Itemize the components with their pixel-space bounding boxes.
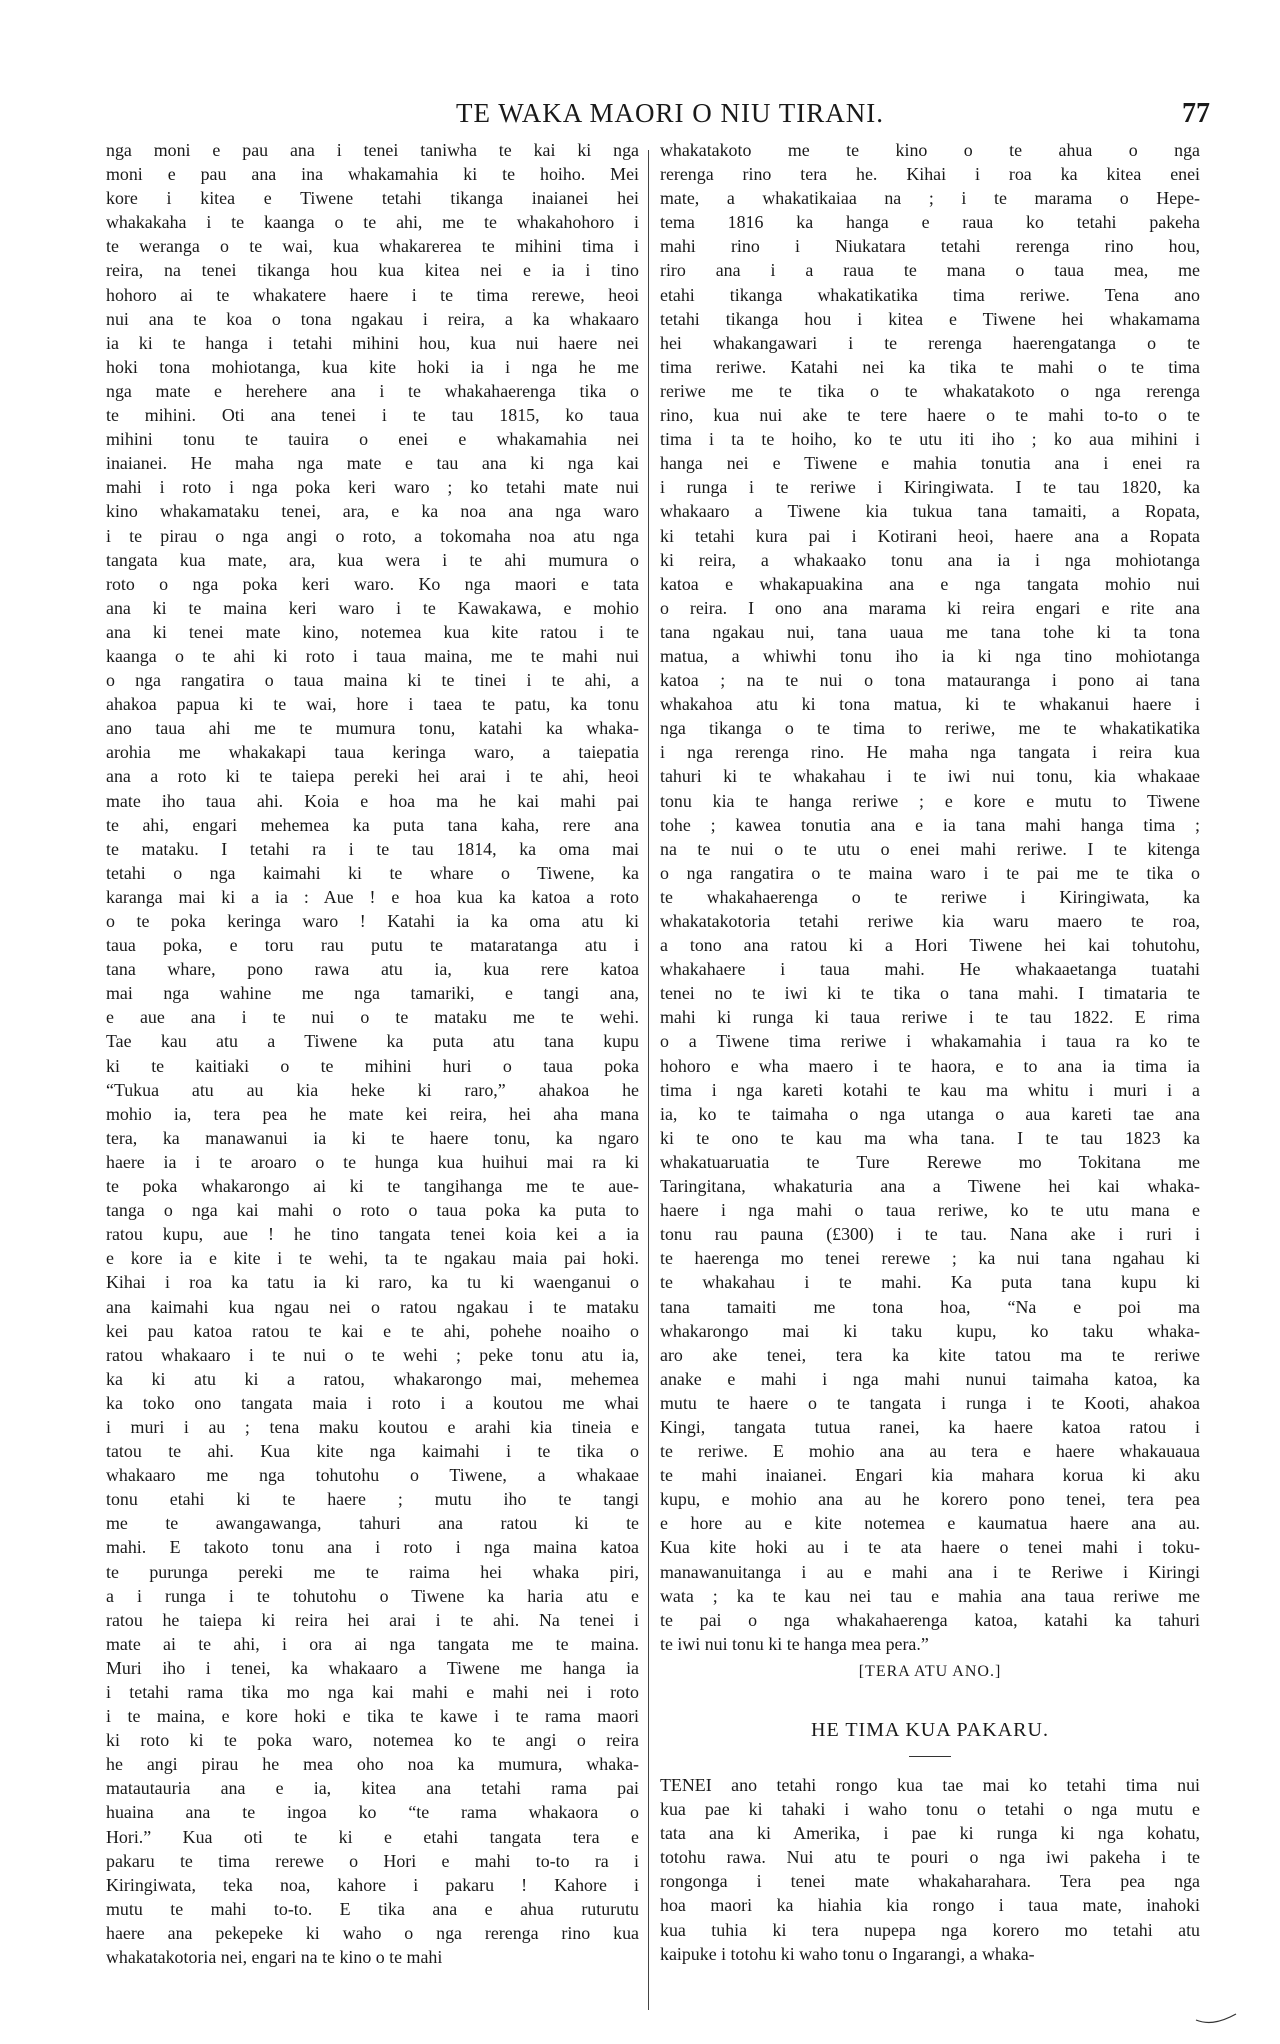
text-line: kore i kitea e Tiwene tetahi tikanga inaianei hei: [106, 188, 639, 209]
text-line: aro ake tenei, tera ka kite tatou ma te reriwe: [660, 1344, 1200, 1365]
text-line: mihini tonu te tauira o enei e whakamahia nei: [106, 429, 639, 450]
text-line: a tono ana ratou ki a Hori Tiwene hei kai tohutohu,: [660, 935, 1200, 956]
text-line: riro ana i a raua te mana o taua mea, me: [660, 260, 1200, 281]
text-line: ka ki atu ki a ratou, whakarongo mai, mehemea: [106, 1368, 639, 1389]
text-line: ki tetahi kura pai i Kotirani heoi, haere ana a Ropata: [660, 525, 1200, 546]
text-line: nga mate e herehere ana i te whakahaerenga tika o: [106, 380, 639, 401]
text-line: haere i nga mahi o taua reriwe, ko te utu mana e: [660, 1200, 1200, 1221]
text-line: o nga rangatira o taua maina ki te tinei i te ahi, a: [106, 670, 639, 691]
text-line: rongonga i tenei mate whakaharahara. Tera pea nga: [660, 1871, 1200, 1892]
text-line: matua, a whiwhi tonu iho ia ki nga tino mohiotanga: [660, 645, 1200, 666]
text-line: Muri iho i tenei, ka whakaaro a Tiwene me hanga ia: [106, 1657, 639, 1678]
text-line: mate ai te ahi, i ora ai nga tangata me te maina.: [106, 1633, 639, 1654]
text-line: e hore au e kite notemea e kaumatua haere ana au.: [660, 1513, 1200, 1534]
text-line: e aue ana i te nui o te mataku me te wehi.: [106, 1007, 639, 1028]
text-line: kaanga o te ahi ki roto i taua maina, me te mahi nui: [106, 645, 639, 666]
text-line: ana ki te maina keri waro i te Kawakawa, e mohio: [106, 597, 639, 618]
text-line: Kua kite hoki au i te ata haere o tenei mahi i toku-: [660, 1537, 1200, 1558]
text-line: o te poka keringa waro ! Katahi ia ka oma atu ki: [106, 911, 639, 931]
text-line: tima i ta te hoiho, ko te utu iti iho ; ko aua mihini i: [660, 429, 1200, 450]
text-line: tana ngakau nui, tana uaua me tana tohe ki ta tona: [660, 621, 1200, 642]
text-line: ahakoa papua ki te wai, hore i taea te patu, ka tonu: [106, 694, 639, 715]
text-line: taua poka, e toru rau putu te mataratanga atu i: [106, 935, 639, 956]
text-line: hohoro ai te whakatere haere i te tima rerewe, heoi: [106, 284, 639, 305]
text-line: ka toko ono tangata maia i roto i a koutou me whai: [106, 1392, 639, 1413]
text-line: karanga mai ki a ia : Aue ! e hoa kua ka katoa a roto: [106, 886, 639, 907]
text-line: whakaaro a Tiwene kia tukua tana tamaiti, a Ropata,: [660, 501, 1200, 522]
text-line: ratou kupu, aue ! he tino tangata tenei koia kei a ia: [106, 1224, 639, 1245]
text-line: etahi tikanga whakatikatika tima reriwe. Tena ano: [660, 284, 1200, 305]
text-line: tera, ka manawanui ia ki te haere tonu, ka ngaro: [106, 1127, 639, 1148]
text-line: mahi ki runga ki taua reriwe i te tau 1822. E rima: [660, 1007, 1200, 1028]
text-line: o reira. I ono ana marama ki reira engari e rite ana: [660, 597, 1200, 618]
column-divider: [648, 150, 649, 2010]
text-line: te purunga pereki me te raima hei whaka piri,: [106, 1561, 639, 1582]
text-line: reriwe me te tika o te whakatakoto o nga rerenga: [660, 380, 1200, 401]
text-line: mai nga wahine me nga tamariki, e tangi ana,: [106, 983, 639, 1004]
section-title: HE TIMA KUA PAKARU.: [811, 1719, 1049, 1741]
text-line: whakahoa atu ki tona matua, ki te whakanui haere i: [660, 694, 1200, 715]
text-line: Kiringiwata, teka noa, kahore i pakaru ! Kahore i: [106, 1874, 639, 1895]
text-line: hoa maori ka hiahia kia rongo i taua mate, inahoki: [660, 1895, 1200, 1916]
text-line: Kihai i roa ka tatu ia ki raro, ka tu ki waenganui o: [106, 1272, 639, 1293]
text-line: manawanuitanga i au e mahi ana i te Reriwe i Kiringi: [660, 1561, 1200, 1582]
text-line: tanga o nga kai mahi o roto o taua poka ka puta to: [106, 1200, 639, 1221]
text-line: totohu rawa. Nui atu te pouri o nga iwi pakeha i te: [660, 1847, 1200, 1868]
text-line: Tae kau atu a Tiwene ka puta atu tana kupu: [106, 1031, 639, 1052]
text-line: tana whare, pono rawa atu ia, kua rere katoa: [106, 959, 639, 980]
text-line: na te nui o te utu o enei mahi reriwe. I te kitenga: [660, 838, 1200, 859]
text-line: mutu te haere o te tangata i runga i te Kooti, ahakoa: [660, 1392, 1200, 1413]
text-line: matautauria ana e ia, kitea ana tetahi rama pai: [106, 1778, 639, 1799]
text-line: ki reira, a whakaako tonu ana ia i nga mohiotanga: [660, 549, 1200, 570]
text-line: moni e pau ana ina whakamahia ki te hoiho. Mei: [106, 164, 639, 185]
text-line: Hori.” Kua oti te ki e etahi tangata tera e: [106, 1826, 639, 1847]
text-line: hei whakangawari i te rerenga haerengatanga o te: [660, 332, 1200, 353]
text-line: mahi. E takoto tonu ana i roto i nga maina katoa: [106, 1537, 639, 1558]
text-line: te whakahau i te mahi. Ka puta tana kupu ki: [660, 1272, 1200, 1293]
text-line: tonu rau pauna (£300) i te tau. Nana ake i ruri i: [660, 1224, 1200, 1245]
text-line: e kore ia e kite i te wehi, ta te ngakau maia pai hoki.: [106, 1248, 639, 1269]
text-line: i nga rerenga rino. He maha nga tangata i reira kua: [660, 742, 1200, 763]
text-line: te ahi, engari mehemea ka puta tana kaha, rere ana: [106, 814, 639, 835]
right-column: [660, 138, 1200, 1966]
text-line: tana tamaiti me tona hoa, “Na e poi ma: [660, 1296, 1200, 1317]
text-line: me te awangawanga, tahuri ana ratou ki te: [106, 1513, 639, 1534]
text-line: haere ia i te aroaro o te hunga kua huihui mai ra ki: [106, 1151, 639, 1172]
text-line: ratou he taiepa ki reira hei arai i te ahi. Na tenei i: [106, 1609, 639, 1630]
text-line: “Tukua atu au kia heke ki raro,” ahakoa he: [106, 1079, 639, 1100]
text-line: tima reriwe. Katahi nei ka tika te mahi o te tima: [660, 356, 1200, 377]
text-line: tonu etahi ki te haere ; mutu iho te tangi: [106, 1489, 639, 1510]
page-header: [80, 98, 1210, 138]
text-line: mahi i roto i nga poka keri waro ; ko tetahi mate nui: [106, 477, 639, 498]
text-line: ki te kaitiaki o te mihini huri o taua poka: [106, 1055, 639, 1076]
text-line: wata ; ka te kau nei tau e mahia ana taua reriwe me: [660, 1585, 1200, 1606]
text-line: whakahaere i taua mahi. He whakaaetanga tuatahi: [660, 959, 1200, 980]
text-line: whakatakotoria tetahi reriwe kia waru maero te roa,: [660, 911, 1200, 931]
text-line: te mahi inaianei. Engari kia mahara korua ki aku: [660, 1465, 1200, 1486]
text-line: kua tuhia ki tera nupepa nga korero mo tetahi atu: [660, 1919, 1200, 1940]
text-line: whakakaha i te kaanga o te ahi, me te whakahohoro i: [106, 212, 639, 233]
text-line: katoa e whakapuakina ana e nga tangata mohio nui: [660, 573, 1200, 594]
text-line: te whakahaerenga o te reriwe i Kiringiwata, ka: [660, 886, 1200, 907]
text-line: ana a roto ki te taiepa pereki hei arai i te ahi, heoi: [106, 766, 639, 787]
text-line: whakatakotoria nei, engari na te kino o te mahi: [106, 1947, 443, 1968]
text-line: ratou whakaaro i te nui o te wehi ; peke tonu atu ia,: [106, 1344, 639, 1365]
text-line: rerenga rino tera he. Kihai i roa ka kitea enei: [660, 164, 1200, 185]
text-line: pakaru te tima rerewe o Hori e mahi to-to ra i: [106, 1850, 639, 1871]
text-line: ana ki tenei mate kino, notemea kua kite ratou i te: [106, 621, 639, 642]
text-line: tetahi o nga kaimahi ki te whare o Tiwene, ka: [106, 862, 639, 883]
text-line: te weranga o te wai, kua whakarerea te mihini tima i: [106, 236, 639, 257]
text-line: te reriwe. E mohio ana au tera e haere whakauaua: [660, 1441, 1200, 1462]
text-line: ia, ko te taimaha o nga utanga o aua kareti tae ana: [660, 1103, 1200, 1124]
text-line: tenei no te iwi ki te tika o tana mahi. I timataria te: [660, 983, 1200, 1004]
text-line: nga moni e pau ana i tenei taniwha te kai ki nga: [106, 140, 639, 160]
text-line: whakaaro me nga tohutohu o Tiwene, a whakaae: [106, 1465, 639, 1486]
text-line: ia ki te hanga i tetahi mihini hou, kua nui haere nei: [106, 332, 639, 353]
text-line: tohe ; kawea tonutia ana e ia tana mahi hanga tima ;: [660, 814, 1200, 835]
text-line: tema 1816 ka hanga e raua ko tetahi pakeha: [660, 212, 1200, 233]
text-line: anake e mahi i nga mahi nunui taimaha katoa, ka: [660, 1368, 1200, 1389]
text-line: mate iho taua ahi. Koia e hoa ma he kai mahi pai: [106, 790, 639, 811]
text-line: tonu kia te hanga reriwe ; e kore e mutu to Tiwene: [660, 790, 1200, 811]
text-line: kei pau katoa ratou te kai e te ahi, pohehe noaiho o: [106, 1320, 639, 1341]
text-line: ki roto ki te poka waro, notemea ko te angi o reira: [106, 1730, 639, 1751]
margin-mark: [1194, 2010, 1238, 2026]
text-line: hanga nei e Tiwene e mahia tonutia ana i enei ra: [660, 453, 1200, 474]
text-line: ana kaimahi kua ngau nei o ratou ngakau i te mataku: [106, 1296, 639, 1317]
text-line: te iwi nui tonu ki te hanga mea pera.”: [660, 1633, 929, 1654]
text-line: nga tikanga o te tima to reriwe, me te whakatikatika: [660, 718, 1200, 739]
text-line: ki te ono te kau ma wha tana. I te tau 1823 ka: [660, 1127, 1200, 1148]
text-line: tatou te ahi. Kua kite nga kaimahi i te tika o: [106, 1441, 639, 1462]
text-line: kaipuke i totohu ki waho tonu o Ingarangi, a whaka-: [660, 1943, 1035, 1964]
text-line: katoa ; na te nui o tona matauranga i pono ai tana: [660, 670, 1200, 691]
running-title: TE WAKA MAORI O NIU TIRANI.: [456, 98, 884, 128]
text-line: he angi pirau he mea oho noa ka mumura, whaka-: [106, 1754, 639, 1775]
text-line: te poka whakarongo ai ki te tangihanga me te aue-: [106, 1176, 639, 1197]
text-line: tata ana ki Amerika, i pae ki runga ki nga kohatu,: [660, 1823, 1200, 1844]
text-line: te mataku. I tetahi ra i te tau 1814, ka oma mai: [106, 838, 639, 859]
text-line: arohia me whakakapi taua keringa waro, a taiepatia: [106, 742, 639, 763]
text-line: Kingi, tangata tutua ranei, ka haere katoa ratou i: [660, 1416, 1200, 1437]
text-line: tetahi tikanga hou i kitea e Tiwene hei whakamama: [660, 308, 1200, 329]
text-line: inaianei. He maha nga mate e tau ana ki nga kai: [106, 453, 639, 474]
text-line: a i runga i te tohutohu o Tiwene ka haria atu e: [106, 1585, 639, 1606]
text-line: tangata kua mate, ara, kua wera i te ahi mumura o: [106, 549, 639, 570]
page-number: 77: [1182, 98, 1210, 129]
text-line: mutu te mahi to-to. E tika ana e ahua ruturutu: [106, 1898, 639, 1919]
text-line: i te pirau o nga angi o roto, a tokomaha noa atu nga: [106, 525, 639, 546]
right-column-text: [660, 138, 1200, 1656]
text-line: mohio ia, tera pea he mate kei reira, hei aha mana: [106, 1103, 639, 1124]
text-line: i te maina, e kore hoki e tika te kawe i te rama maori: [106, 1706, 639, 1727]
text-line: haere ana pekepeke ki waho o nga rerenga rino kua: [106, 1922, 639, 1943]
text-line: te mihini. Oti ana tenei i te tau 1815, ko taua: [106, 405, 639, 426]
text-line: whakatakoto me te kino o te ahua o nga: [660, 140, 1200, 160]
text-line: rino, kua nui ake te tere haere o te mahi to-to o te: [660, 405, 1200, 426]
text-line: reira, na tenei tikanga hou kua kitea nei e ia i tino: [106, 260, 639, 281]
text-line: kua pae ki tahaki i waho tonu o tetahi o nga mutu e: [660, 1799, 1200, 1820]
text-line: i muri i au ; tena maku koutou e arahi kia tineia e: [106, 1416, 639, 1437]
text-line: tahuri ki te whakahau i te iwi nui tonu, kia whakaae: [660, 766, 1200, 787]
text-line: o a Tiwene tima reriwe i whakamahia i taua ra ko te: [660, 1031, 1200, 1052]
section-article-text: [660, 1773, 1200, 1966]
text-line: mate, a whakatikaiaa na ; i te marama o Hepe-: [660, 188, 1200, 209]
text-line: whakatuaruatia te Ture Rerewe mo Tokitana me: [660, 1151, 1200, 1172]
text-line: mahi rino i Niukatara tetahi rerenga rino hou,: [660, 236, 1200, 257]
text-line: i tetahi rama tika mo nga kai mahi e mahi nei i roto: [106, 1682, 639, 1702]
text-line: kupu, e mohio ana au he korero pono tenei, tera pea: [660, 1489, 1200, 1510]
text-line: te pai o nga whakahaerenga katoa, katahi ka tahuri: [660, 1609, 1200, 1630]
text-line: TENEI ano tetahi rongo kua tae mai ko tetahi tima nui: [660, 1775, 1200, 1795]
text-line: roto o nga poka keri waro. Ko nga maori e tata: [106, 573, 639, 594]
text-line: hohoro e wha maero i te haora, e to ana ia tima ia: [660, 1055, 1200, 1076]
text-line: hoki tona mohiotanga, kua kite hoki ia i nga he me: [106, 356, 639, 377]
text-line: o nga rangatira o te maina waro i te pai me te tika o: [660, 862, 1200, 883]
text-line: whakarongo mai ki taku kupu, ko taku whaka-: [660, 1320, 1200, 1341]
text-line: Taringitana, whakaturia ana a Tiwene hei kai whaka-: [660, 1176, 1200, 1197]
section-rule: [909, 1756, 951, 1757]
text-line: te haerenga mo tenei rerewe ; ka nui tana ngahau ki: [660, 1248, 1200, 1269]
text-line: i runga i te reriwe i Kiringiwata. I te tau 1820, ka: [660, 477, 1200, 498]
continued-note: [TERA ATU ANO.]: [858, 1662, 1002, 1680]
text-line: nui ana te koa o tona ngakau i reira, a ka whakaaro: [106, 308, 639, 329]
left-column: [106, 138, 639, 1969]
text-line: ano taua ahi me te mumura tonu, katahi ka whaka-: [106, 718, 639, 739]
text-line: kino whakamataku tenei, ara, e ka noa ana nga waro: [106, 501, 639, 522]
text-line: huaina ana te ingoa ko “te rama whakaora o: [106, 1802, 639, 1823]
text-line: tima i nga kareti kotahi te kau ma whitu i muri i a: [660, 1079, 1200, 1100]
